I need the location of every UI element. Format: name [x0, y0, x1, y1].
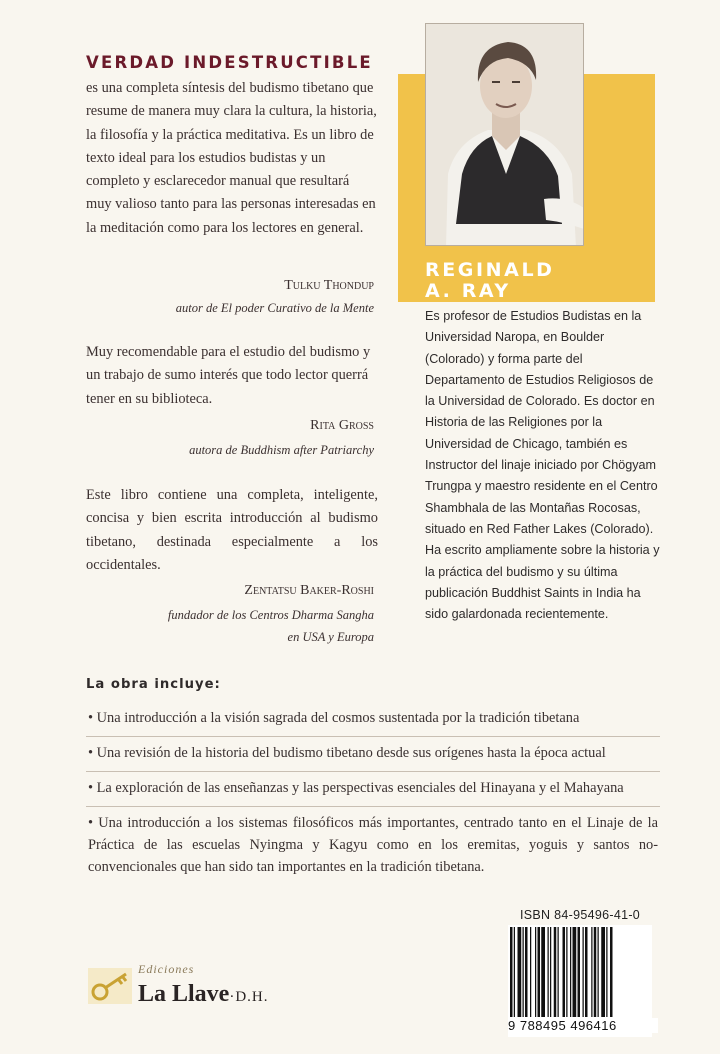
quote-role-3-line1: fundador de los Centros Dharma Sangha: [167, 608, 374, 622]
includes-title: La obra incluye:: [86, 677, 221, 692]
author-name: [425, 260, 555, 302]
divider: [86, 771, 660, 772]
quote-text-1: es una completa síntesis del budismo tibetano que resume de manera muy clara la cultura, la historia, la filosofía y la práctica meditativa. Es un libro de texto ideal para los estudios budistas y un completo y esclarecedor manual que resultará muy valioso tanto para las personas interesadas en la meditación como para los lectores en general.: [86, 80, 377, 236]
quote-author-2: Rita Gross: [310, 418, 374, 433]
portrait-image: [426, 24, 584, 246]
quote-author-1: Tulku Thondup: [284, 278, 374, 293]
barcode-number: 9 788495 496416: [508, 1018, 658, 1033]
author-bio: Es profesor de Estudios Budistas en la Universidad Naropa, en Boulder (Colorado) y forma parte del Departamento de Estudios Religiosos de la Universidad de Colorado. Es doctor en Historia de las Religiones por la Universidad de Chicago, también es Instructor del linaje iniciado por Chögyam Trungpa y maestro residente en el Centro Shambhala de las Montañas Rocosas, situado en Red Father Lakes (Colorado). Ha escrito ampliamente sobre la historia y la práctica del budismo y su última publicación Buddhist Saints in India ha sido galardonada recientemente.: [425, 309, 660, 622]
quote-text-3: Este libro contiene una completa, inteligente, concisa y bien escrita introducción al budismo tibetano, destinada especialmente a los occidentales.: [86, 487, 378, 573]
quote-text-2: Muy recomendable para el estudio del budismo y un trabajo de sumo interés que todo lector querrá tener en su biblioteca.: [86, 344, 371, 407]
divider: [86, 736, 660, 737]
list-item: • Una introducción a los sistemas filosóficos más importantes, centrado tanto en el Linaje de la Práctica de las escuelas Nyingma y Kagyu como en los eremitas, yoguis y santos no-convencionales que han sido tan importantes en la tradición tibetana.: [88, 815, 658, 875]
book-title: VERDAD INDESTRUCTIBLE: [86, 53, 373, 72]
quote-role-3-line2: en USA y Europa: [287, 630, 374, 644]
key-icon: [88, 968, 132, 1004]
isbn-label: ISBN 84-95496-41-0: [520, 908, 641, 922]
quote-role-2: autora de Buddhism after Patriarchy: [189, 443, 374, 457]
publisher-logo: [138, 981, 269, 1008]
author-name-line1: REGINALD: [425, 259, 555, 281]
list-item: • La exploración de las enseñanzas y las perspectivas esenciales del Hinayana y el Mahayana: [88, 780, 624, 796]
quote-author-3: Zentatsu Baker-Roshi: [244, 583, 374, 598]
publisher-name: La Llave: [138, 981, 230, 1007]
author-photo: [425, 23, 584, 246]
list-item: • Una introducción a la visión sagrada del cosmos sustentada por la tradición tibetana: [88, 710, 580, 726]
author-name-line2: A. RAY: [425, 280, 511, 302]
quote-role-1: autor de El poder Curativo de la Mente: [175, 301, 374, 315]
publisher-suffix: ·D.H.: [229, 989, 269, 1005]
divider: [86, 806, 660, 807]
publisher-small: Ediciones: [138, 962, 195, 976]
list-item: • Una revisión de la historia del budismo tibetano desde sus orígenes hasta la época actual: [88, 745, 606, 761]
